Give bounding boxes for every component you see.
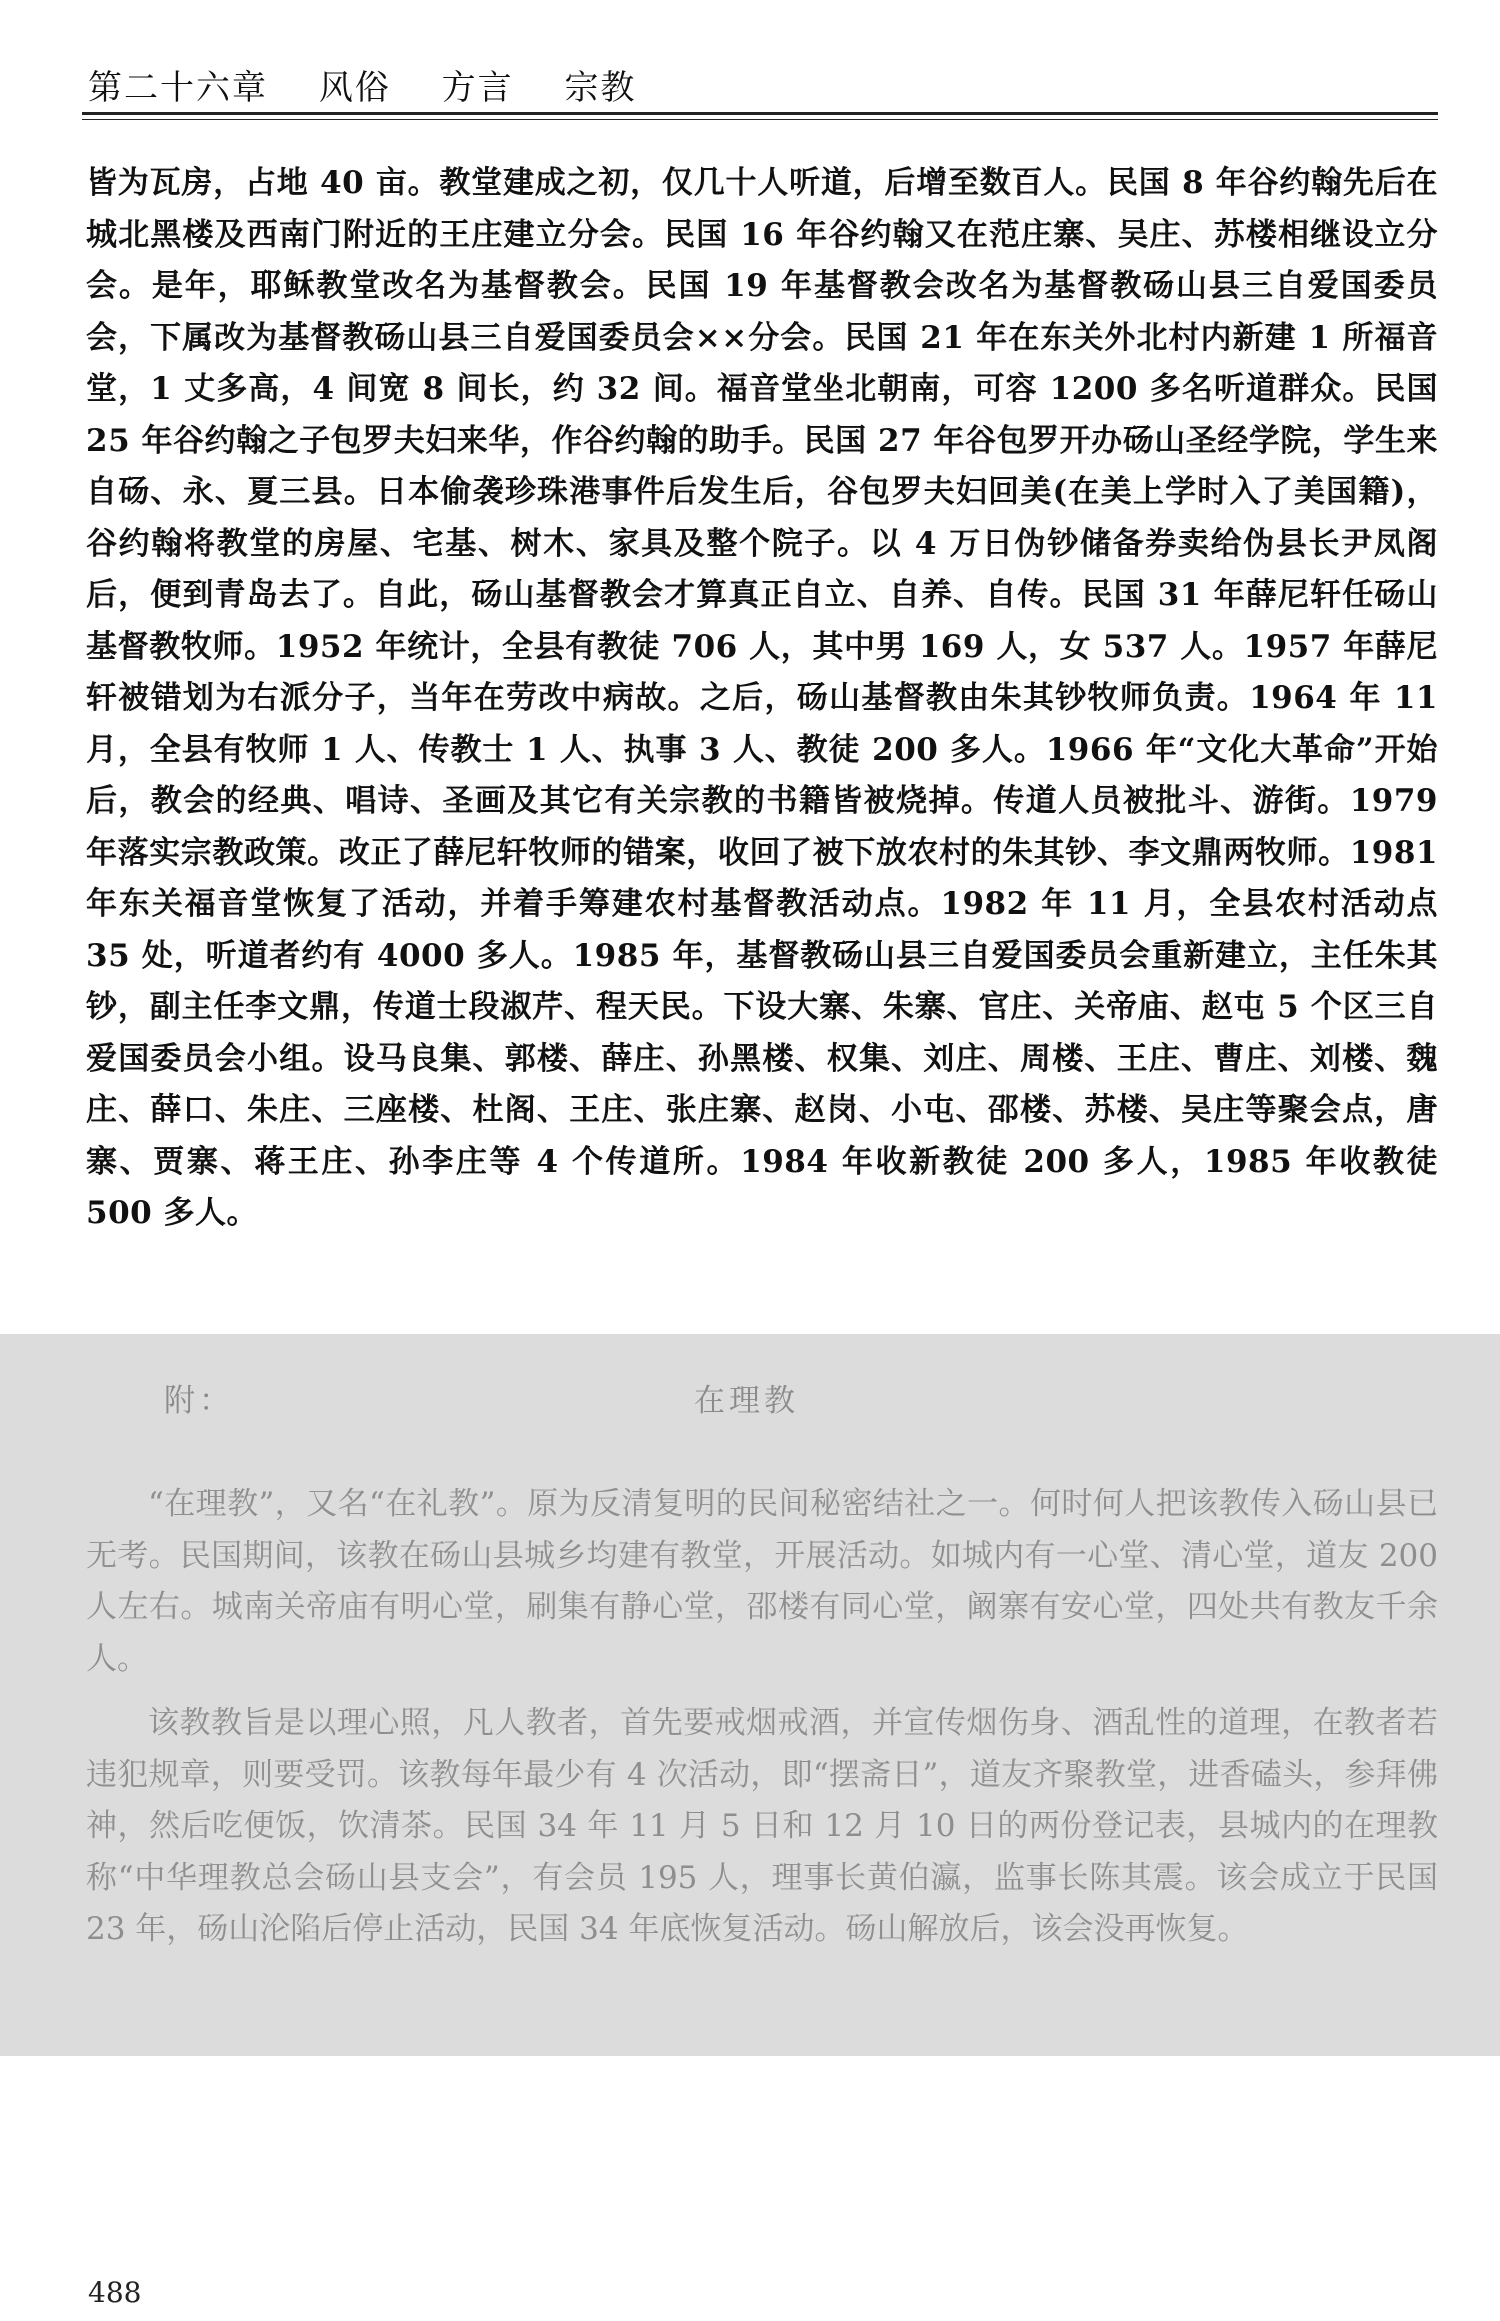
chapter-title: 第二十六章 [88,68,268,108]
header-topic-religion: 宗教 [564,68,637,108]
appendix-label: 附： [164,1383,234,1419]
appendix-title: 在理教 [694,1383,799,1419]
header-topic-dialect: 方言 [441,68,514,108]
appendix-paragraph-2: 该教教旨是以理心照，凡人教者，首先要戒烟戒酒，并宣传烟伤身、酒乱性的道理，在教者若违犯规章，则要受罚。该教每年最少有 4 次活动，即“摆斋日”，道友齐聚教堂，进香磕头，参拜佛神，然后吃便饭，饮清茶。民国 34 年 11 月 5 日和 12 月 10 日的两份登记表，县城内的在理教称“中华理教总会砀山县支会”，有会员 195 人，理事长黄伯瀛，监事长陈其震。该会成立于民国 23 年，砀山沦陷后停止活动，民国 34 年底恢复活动。砀山解放后，该会没再恢复。 [86,1705,1438,1947]
body-paragraph: 皆为瓦房，占地 40 亩。教堂建成之初，仅几十人听道，后增至数百人。民国 8 年谷约翰先后在城北黑楼及西南门附近的王庄建立分会。民国 16 年谷约翰又在范庄寨、吴庄、苏楼相继设立分会。是年，耶稣教堂改名为基督教会。民国 19 年基督教会改名为基督教砀山县三自爱国委员会，下属改为基督教砀山县三自爱国委员会××分会。民国 21 年在东关外北村内新建 1 所福音堂，1 丈多高，4 间宽 8 间长，约 32 间。福音堂坐北朝南，可容 1200 多名听道群众。民国 25 年谷约翰之子包罗夫妇来华，作谷约翰的助手。民国 27 年谷包罗开办砀山圣经学院，学生来自砀、永、夏三县。日本偷袭珍珠港事件后发生后，谷包罗夫妇回美(在美上学时入了美国籍)，谷约翰将教堂的房屋、宅基、树木、家具及整个院子。以 4 万日伪钞储备券卖给伪县长尹凤阁后，便到青岛去了。自此，砀山基督教会才算真正自立、自养、自传。民国 31 年薛尼轩任砀山基督教牧师。1952 年统计，全县有教徒 706 人，其中男 169 人，女 537 人。1957 年薛尼轩被错划为右派分子，当年在劳改中病故。之后，砀山基督教由朱其钞牧师负责。1964 年 11 月，全县有牧师 1 人、传教士 1 人、执事 3 人、教徒 200 多人。1966 年“文化大革命”开始后，教会的经典、唱诗、圣画及其它有关宗教的书籍皆被烧掉。传道人员被批斗、游街。1979 年落实宗教政策。改正了薛尼轩牧师的错案，收回了被下放农村的朱其钞、李文鼎两牧师。1981 年东关福音堂恢复了活动，并着手筹建农村基督教活动点。1982 年 11 月，全县农村活动点 35 处，听道者约有 4000 多人。1985 年，基督教砀山县三自爱国委员会重新建立，主任朱其钞，副主任李文鼎，传道士段淑芹、程天民。下设大寨、朱寨、官庄、关帝庙、赵屯 5 个区三自爱国委员会小组。设马良集、郭楼、薛庄、孙黑楼、权集、刘庄、周楼、王庄、曹庄、刘楼、魏庄、薛口、朱庄、三座楼、杜阁、王庄、张庄寨、赵岗、小屯、邵楼、苏楼、吴庄等聚会点，唐寨、贾寨、蒋王庄、孙李庄等 4 个传道所。1984 年收新教徒 200 多人，1985 年收教徒 500 多人。 [86,165,1438,1231]
page-number: 488 [88,2276,142,2309]
header-topic-customs: 风俗 [318,68,391,108]
running-header [88,60,674,109]
header-rule-thick [82,112,1438,115]
header-rule-thin [82,119,1438,120]
appendix-paragraph-1: “在理教”，又名“在礼教”。原为反清复明的民间秘密结社之一。何时何人把该教传入砀山县已无考。民国期间，该教在砀山县城乡均建有教堂，开展活动。如城内有一心堂、清心堂，道友 200 人左右。城南关帝庙有明心堂，刷集有静心堂，邵楼有同心堂，阚寨有安心堂，四处共有教友千余人。 [86,1486,1438,1677]
